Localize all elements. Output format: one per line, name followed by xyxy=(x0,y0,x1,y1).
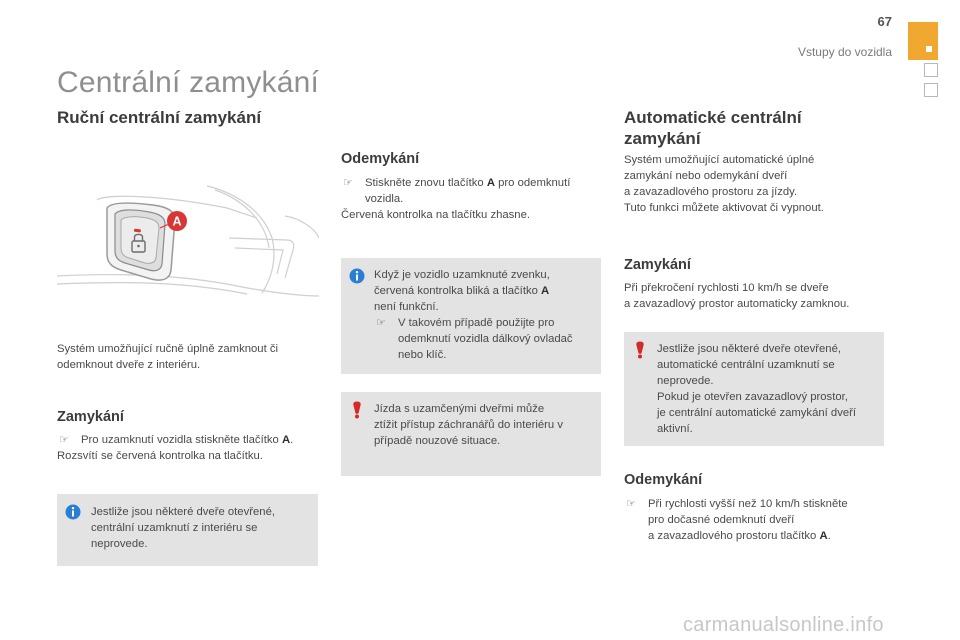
auto-locking-heading: Zamykání xyxy=(624,257,691,273)
info-icon xyxy=(65,504,81,520)
warning-icon xyxy=(349,401,365,419)
info-icon xyxy=(349,268,365,284)
page-number: 67 xyxy=(877,14,892,29)
bullet-arrow-icon: ☞ xyxy=(376,317,386,329)
automatic-locking-intro: Systém umožňující automatické úplné zamykání nebo odemykání dveří a zavazadlového prostoru za jízdy. Tuto funkci můžete aktivovat či vypnout. xyxy=(624,154,824,214)
warning-icon xyxy=(632,341,648,359)
auto-unlocking-text xyxy=(624,496,894,544)
bullet-item: ☞ Pro uzamknutí vozidla stiskněte tlačítko A. xyxy=(59,434,294,446)
text-line: Systém umožňující ručně úplně zamknout či xyxy=(57,343,279,355)
bullet-item: ☞ V takovém případě použijte pro odemknutí vozidla dálkový ovladač nebo klíč. xyxy=(376,317,573,361)
callout-a-label: A xyxy=(172,214,182,229)
lock-button-housing xyxy=(107,203,175,280)
chapter-tab-active[interactable] xyxy=(908,22,938,60)
auto-unlocking-heading: Odemykání xyxy=(624,472,703,488)
unlocking-instructions xyxy=(341,175,603,223)
bullet-arrow-icon: ☞ xyxy=(626,498,636,510)
locking-heading: Zamykání xyxy=(57,409,124,425)
watermark: carmanualsonline.info xyxy=(683,614,884,636)
door-lock-button-illustration xyxy=(57,178,319,320)
chapter-tab[interactable] xyxy=(924,63,938,77)
unlocking-heading: Odemykání xyxy=(341,151,420,167)
bullet-item: ☞ Stiskněte znovu tlačítko A pro odemknutí vozidla. xyxy=(343,177,571,205)
section-heading-manual: Ruční centrální zamykání xyxy=(57,108,262,127)
info-note: Když je vozidlo uzamknuté zvenku, červená kontrolka bliká a tlačítko A není funkční. ☞ V takovém případě použijte pro odemknutí vozidla dálkový ovladač nebo klíč. xyxy=(341,258,601,374)
section-heading-automatic: Automatické centrální zamykání xyxy=(624,108,802,148)
bullet-arrow-icon: ☞ xyxy=(343,177,353,189)
locking-instructions xyxy=(57,432,319,464)
unlocking-after-text: Červená kontrolka na tlačítku zhasne. xyxy=(341,209,531,221)
page-title: Centrální zamykání xyxy=(57,66,320,99)
bullet-item: ☞ Při rychlosti vyšší než 10 km/h stiskněte pro dočasné odemknutí dveří a zavazadlového prostoru tlačítko A. xyxy=(626,498,848,542)
warning-note: Jestliže jsou některé dveře otevřené, automatické centrální uzamknutí se neprovede. Pokud je otevřen zavazadlový prostor, je centrální automatické zamykání dveří aktivní. xyxy=(624,332,884,446)
manual-locking-intro xyxy=(57,341,317,373)
info-note: Jestliže jsou některé dveře otevřené, centrální uzamknutí z interiéru se neprovede. xyxy=(57,494,318,566)
text-line: odemknout dveře z interiéru. xyxy=(57,359,201,371)
auto-locking-text: Při překročení rychlosti 10 km/h se dveře a zavazadlový prostor automaticky zamknou. xyxy=(624,282,850,310)
section-name: Vstupy do vozidla xyxy=(797,45,892,59)
warning-note: Jízda s uzamčenými dveřmi může ztížit přístup záchranářů do interiéru v případě nouzové situace. xyxy=(341,392,601,476)
bullet-arrow-icon: ☞ xyxy=(59,434,69,446)
tab-marker-icon xyxy=(926,46,932,52)
chapter-tab[interactable] xyxy=(924,83,938,97)
locking-after-text: Rozsvítí se červená kontrolka na tlačítku. xyxy=(57,450,263,462)
